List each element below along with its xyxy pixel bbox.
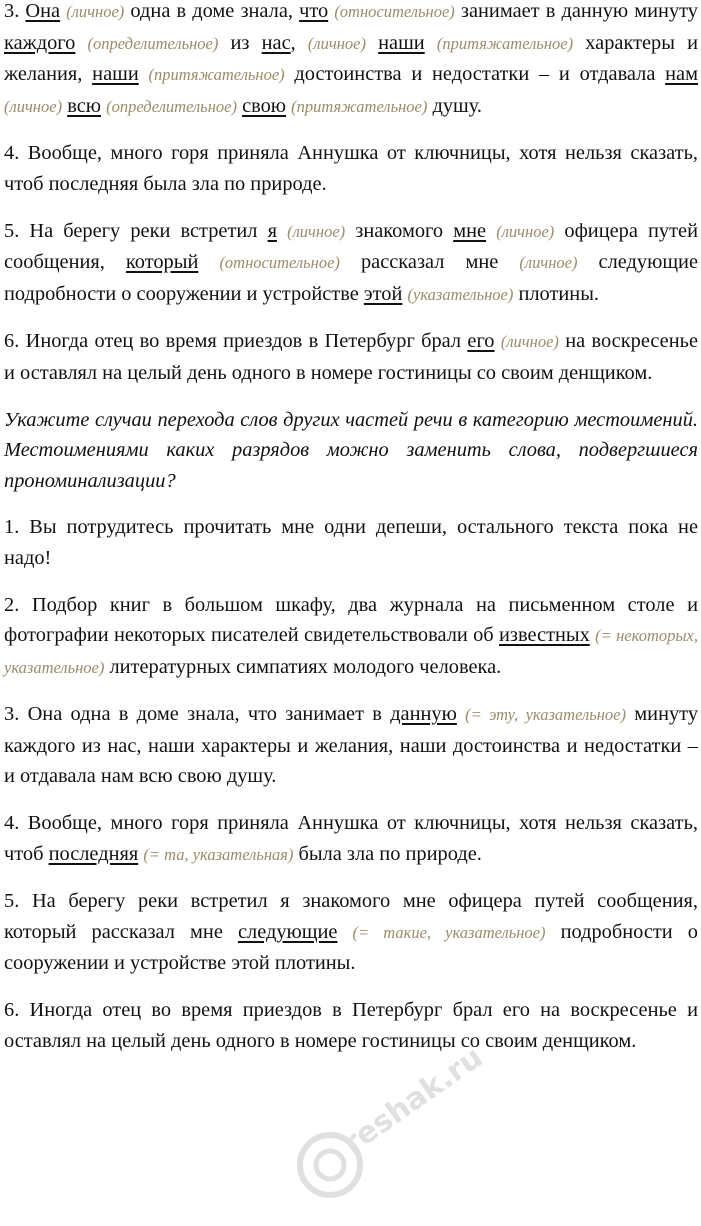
text-run: подробности о сооружении и устройстве этой плотины. xyxy=(4,920,698,975)
text-run: 4. Вообще, много горя приняла Аннушка от ключницы, хотя нельзя сказать, чтоб xyxy=(4,812,698,865)
grammar-annotation: (личное) xyxy=(307,33,366,53)
grammar-annotation: (относительное) xyxy=(334,2,455,21)
sentence-4-annotated xyxy=(4,138,698,199)
text-run xyxy=(198,251,219,273)
underlined-word: что xyxy=(299,0,329,22)
task-instruction xyxy=(4,405,698,497)
text-run: 1. Вы потрудитесь прочитать мне одни депеши, остального текста пока не надо! xyxy=(4,516,698,569)
text-run: литературных симпатиях молодого человека. xyxy=(104,655,502,678)
grammar-annotation: (= та, указательная) xyxy=(143,844,294,864)
grammar-annotation: (относительное) xyxy=(219,253,340,273)
text-run: следующие подробности о сооружении и устройстве xyxy=(4,251,698,305)
underlined-word: следующие xyxy=(237,920,338,943)
text-run: рассказал мне xyxy=(339,251,520,274)
text-run: одна в доме знала, xyxy=(124,0,300,22)
grammar-annotation: (личное) xyxy=(500,332,559,352)
grammar-annotation: (притяжательное) xyxy=(291,96,428,116)
underlined-word: этой xyxy=(363,282,403,305)
document-page xyxy=(4,0,698,1072)
underlined-word: последняя xyxy=(48,842,139,865)
answer-sentence-3 xyxy=(4,699,698,792)
grammar-annotation: (определительное) xyxy=(106,96,237,116)
text-run: 3. Она одна в доме знала, что занимает в xyxy=(4,703,391,726)
grammar-annotation: (личное) xyxy=(519,253,578,273)
text-run: была зла по природе. xyxy=(293,842,482,865)
text-run: 4. Вообще, много горя приняла Аннушка от ключницы, хотя нельзя сказать, чтоб последняя была зла по природе. xyxy=(4,142,698,195)
text-run: плотины. xyxy=(513,282,600,305)
text-run xyxy=(277,220,287,242)
grammar-annotation: (= некоторых, указательное) xyxy=(4,626,698,677)
answer-sentence-1 xyxy=(4,512,698,573)
grammar-annotation: (личное) xyxy=(66,2,125,21)
text-run: занимает в данную минуту xyxy=(454,0,698,22)
reshak-logo-watermark-icon xyxy=(290,1039,490,1215)
text-run: характеры и желания, xyxy=(4,31,698,86)
text-run: 3. xyxy=(4,0,26,22)
text-run: 5. На берегу реки встретил я знакомого мне офицера путей сообщения, который рассказал мне xyxy=(4,890,698,943)
grammar-annotation: (указательное) xyxy=(407,284,514,304)
text-run xyxy=(366,32,378,54)
grammar-annotation: (притяжательное) xyxy=(436,33,574,53)
text-run: 5. На берегу реки встретил xyxy=(4,219,268,242)
text-run: на воскресенье и оставлял на целый день одного в номере гостиницы со своим денщиком. xyxy=(4,330,698,384)
answer-sentence-6 xyxy=(4,995,698,1056)
text-run: достоинства и недостатки – и отдавала xyxy=(284,63,666,86)
text-run: душу. xyxy=(427,94,482,117)
text-run: Укажите случаи перехода слов других частей речи в категорию местоимений. Местоимениями каких разрядов можно заменить слова, подвергшиеся прономинализации? xyxy=(4,408,698,492)
text-run: 6. Иногда отец во время приездов в Петербург брал xyxy=(4,330,468,353)
underlined-word: наши xyxy=(92,63,139,86)
text-run: минуту каждого из нас, наши характеры и желания, наши достоинства и недостатки – и отдавала нам всю свою душу. xyxy=(4,703,699,788)
underlined-word: наши xyxy=(378,31,425,54)
text-run xyxy=(75,32,87,54)
grammar-annotation: (= эту, указательное) xyxy=(465,705,626,725)
underlined-word: известных xyxy=(498,624,590,647)
underlined-word: данную xyxy=(390,703,457,726)
underlined-word: нам xyxy=(665,63,699,86)
text-run: 2. Подбор книг в большом шкафу, два журнала на письменном столе и фотографии некоторых писателей свидетельствовали об xyxy=(4,593,698,647)
grammar-annotation: (притяжательное) xyxy=(148,65,285,85)
text-run: , xyxy=(290,31,308,54)
grammar-annotation: (определительное) xyxy=(87,33,219,53)
text-run xyxy=(486,220,496,242)
text-run xyxy=(337,921,352,943)
sentence-3-annotated xyxy=(4,0,698,122)
answer-sentence-4 xyxy=(4,808,698,870)
text-run xyxy=(425,32,437,54)
answer-sentence-5 xyxy=(4,886,698,979)
underlined-word: каждого xyxy=(4,31,76,54)
text-run xyxy=(457,703,465,725)
watermark-text: reshak.ru xyxy=(336,1039,490,1162)
answer-sentence-2 xyxy=(4,590,698,684)
underlined-word: я xyxy=(267,219,277,242)
sentence-5-annotated xyxy=(4,216,698,311)
sentence-6-annotated xyxy=(4,326,698,388)
grammar-annotation: (= такие, указательное) xyxy=(352,922,546,942)
grammar-annotation: (личное) xyxy=(496,221,555,241)
text-run: офицера путей сообщения, xyxy=(4,219,698,274)
text-run: 6. Иногда отец во время приездов в Петербург брал его на воскресенье и оставлял на целый день одного в номере гостиницы со своим денщиком. xyxy=(4,999,698,1052)
text-run: знакомого xyxy=(345,219,454,242)
underlined-word: свою xyxy=(242,94,287,117)
text-run: из xyxy=(218,31,262,54)
underlined-word: его xyxy=(467,330,495,353)
underlined-word: всю xyxy=(67,94,101,117)
underlined-word: который xyxy=(125,251,199,274)
underlined-word: нас xyxy=(261,31,291,54)
grammar-annotation: (личное) xyxy=(4,96,63,116)
underlined-word: Она xyxy=(25,0,61,22)
underlined-word: мне xyxy=(453,219,487,242)
grammar-annotation: (личное) xyxy=(287,221,346,241)
